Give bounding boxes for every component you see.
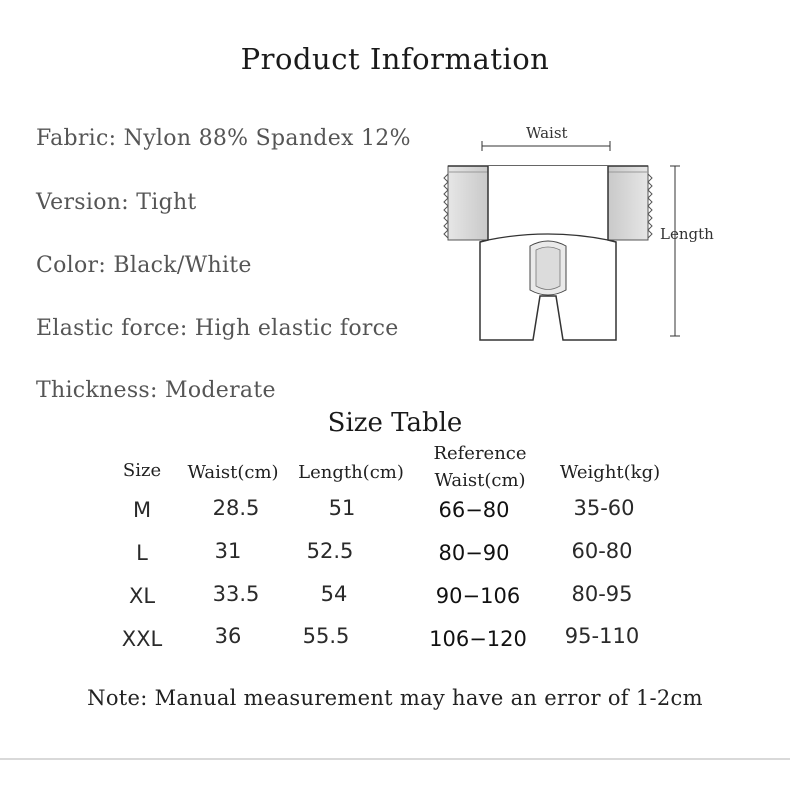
spec-label: Thickness:	[36, 378, 158, 403]
row-xl-waist: 33.5	[212, 582, 260, 606]
row-xl-size: XL	[128, 584, 156, 608]
spec-version	[36, 190, 197, 215]
waist-label: Waist	[526, 124, 568, 142]
row-l-reference: 80−90	[438, 541, 510, 565]
length-label: Length	[660, 225, 714, 243]
spec-color	[36, 253, 252, 278]
row-m-length: 51	[328, 496, 356, 520]
row-xxl-size: XXL	[121, 627, 163, 651]
header-length: Length(cm)	[298, 462, 404, 483]
row-xxl-length: 55.5	[302, 624, 350, 648]
page-title: Product Information	[240, 42, 550, 76]
spec-value: High elastic force	[194, 316, 399, 341]
row-l-length: 52.5	[306, 539, 354, 563]
header-reference-line1: Reference	[433, 443, 527, 464]
header-waist: Waist(cm)	[187, 462, 279, 483]
row-xxl-weight: 95-110	[564, 624, 640, 648]
size-table-title: Size Table	[327, 408, 463, 438]
row-m-waist: 28.5	[212, 496, 260, 520]
row-xxl-reference: 106−120	[429, 627, 527, 651]
bottom-divider	[0, 758, 790, 760]
spec-value: Moderate	[165, 378, 276, 403]
row-l-waist: 31	[214, 539, 242, 563]
row-xxl-waist: 36	[214, 624, 242, 648]
header-reference-line2: Waist(cm)	[434, 470, 526, 491]
row-xl-length: 54	[320, 582, 348, 606]
measurement-note: Note: Manual measurement may have an error of 1-2cm	[87, 686, 703, 710]
spec-value: Nylon 88% Spandex 12%	[123, 126, 411, 151]
row-m-weight: 35-60	[573, 496, 635, 520]
row-xl-reference: 90−106	[435, 584, 521, 608]
spec-label: Fabric:	[36, 126, 117, 151]
row-l-size: L	[136, 541, 148, 565]
measurement-diagram	[420, 118, 750, 348]
row-m-size: M	[132, 498, 152, 522]
spec-value: Tight	[136, 190, 197, 215]
header-size: Size	[122, 460, 162, 481]
spec-fabric	[36, 126, 411, 151]
row-l-weight: 60-80	[571, 539, 633, 563]
spec-label: Version:	[36, 190, 129, 215]
spec-thickness	[36, 378, 276, 403]
spec-elastic-force	[36, 316, 399, 341]
header-weight: Weight(kg)	[559, 462, 661, 483]
row-xl-weight: 80-95	[571, 582, 633, 606]
spec-label: Elastic force:	[36, 316, 188, 341]
spec-value: Black/White	[113, 253, 252, 278]
spec-label: Color:	[36, 253, 107, 278]
row-m-reference: 66−80	[438, 498, 510, 522]
